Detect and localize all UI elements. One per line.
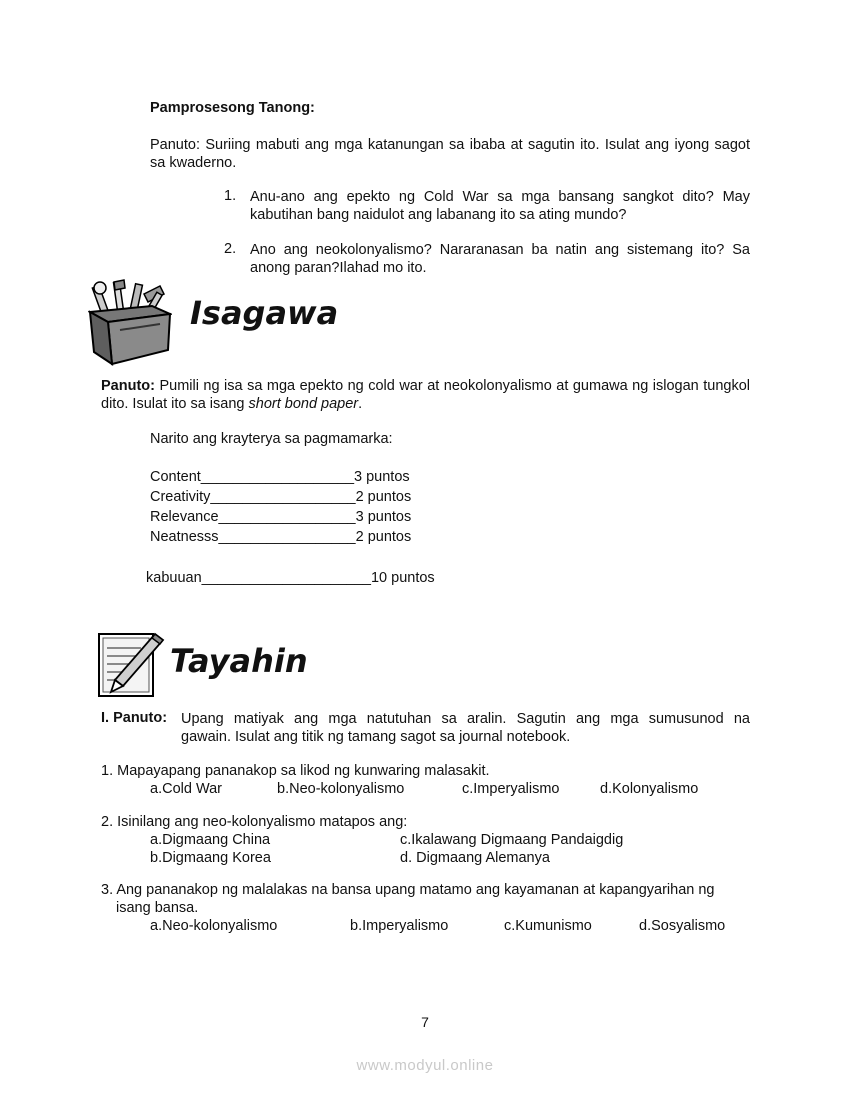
quiz-option: b.Digmaang Korea bbox=[150, 850, 271, 866]
criteria-row: Neatnesss_________________2 puntos bbox=[150, 529, 412, 545]
panuto-italic: short bond paper bbox=[248, 396, 359, 412]
quiz-option: a.Neo-kolonyalismo bbox=[150, 918, 278, 934]
page-number: 7 bbox=[421, 1014, 429, 1030]
tayahin-heading: Tayahin bbox=[170, 642, 308, 680]
question-number: 2. bbox=[224, 241, 237, 257]
question-item bbox=[224, 188, 750, 224]
quiz-option: d.Kolonyalismo bbox=[600, 781, 699, 797]
section-instruction: Panuto: Suriing mabuti ang mga katanungan sa ibaba at sagutin ito. Isulat ang iyong sagot sa kwaderno. bbox=[150, 137, 750, 171]
quiz-question: 1. Mapayapang pananakop sa likod ng kunwaring malasakit. bbox=[101, 763, 490, 779]
question-number: 1. bbox=[224, 188, 237, 204]
quiz-option: c.Ikalawang Digmaang Pandaigdig bbox=[400, 832, 624, 848]
question-item bbox=[224, 241, 750, 277]
tayahin-panuto-line1: Upang matiyak ang mga natutuhan sa aralin. Sagutin ang mga sumusunod na bbox=[181, 711, 750, 727]
quiz-option: b.Neo-kolonyalismo bbox=[277, 781, 405, 797]
quiz-option: d. Digmaang Alemanya bbox=[400, 850, 550, 866]
watermark: www.modyul.online bbox=[356, 1057, 494, 1074]
panuto-label: Panuto: bbox=[101, 378, 155, 394]
isagawa-heading: Isagawa bbox=[190, 294, 339, 332]
notepad-pencil-icon bbox=[97, 630, 165, 698]
tayahin-panuto-label: I. Panuto: bbox=[101, 710, 168, 726]
isagawa-instruction bbox=[101, 377, 750, 413]
quiz-question-cont: isang bansa. bbox=[116, 900, 199, 916]
criteria-row: Content___________________3 puntos bbox=[150, 469, 410, 485]
quiz-option: c.Kumunismo bbox=[504, 918, 592, 934]
panuto-end: . bbox=[358, 396, 363, 412]
quiz-option: c.Imperyalismo bbox=[462, 781, 560, 797]
criteria-intro: Narito ang krayterya sa pagmamarka: bbox=[150, 431, 393, 447]
tayahin-panuto-line2: gawain. Isulat ang titik ng tamang sagot sa journal notebook. bbox=[181, 729, 571, 745]
question-text: Anu-ano ang epekto ng Cold War sa mga bansang sangkot dito? May kabutihan bang naidulot ang labanang ito sa ating mundo? bbox=[250, 189, 750, 223]
panuto-text: Pumili ng isa sa mga epekto ng cold war at neokolonyalismo at gumawa ng islogan tungkol dito. Isulat ito sa isang bbox=[101, 378, 750, 412]
quiz-option: a.Cold War bbox=[150, 781, 222, 797]
question-text: Ano ang neokolonyalismo? Nararanasan ba natin ang sistemang ito? Sa anong paran?Ilahad mo ito. bbox=[250, 242, 750, 276]
quiz-option: d.Sosyalismo bbox=[639, 918, 726, 934]
quiz-question: 2. Isinilang ang neo-kolonyalismo matapos ang: bbox=[101, 814, 408, 830]
toolbox-icon bbox=[88, 278, 172, 366]
criteria-row: Relevance_________________3 puntos bbox=[150, 509, 412, 525]
section-title: Pamprosesong Tanong: bbox=[150, 100, 315, 116]
criteria-row: Creativity__________________2 puntos bbox=[150, 489, 412, 505]
quiz-question: 3. Ang pananakop ng malalakas na bansa upang matamo ang kayamanan at kapangyarihan ng bbox=[101, 882, 715, 898]
criteria-total: kabuuan_____________________10 puntos bbox=[146, 570, 435, 586]
quiz-option: a.Digmaang China bbox=[150, 832, 271, 848]
quiz-option: b.Imperyalismo bbox=[350, 918, 449, 934]
